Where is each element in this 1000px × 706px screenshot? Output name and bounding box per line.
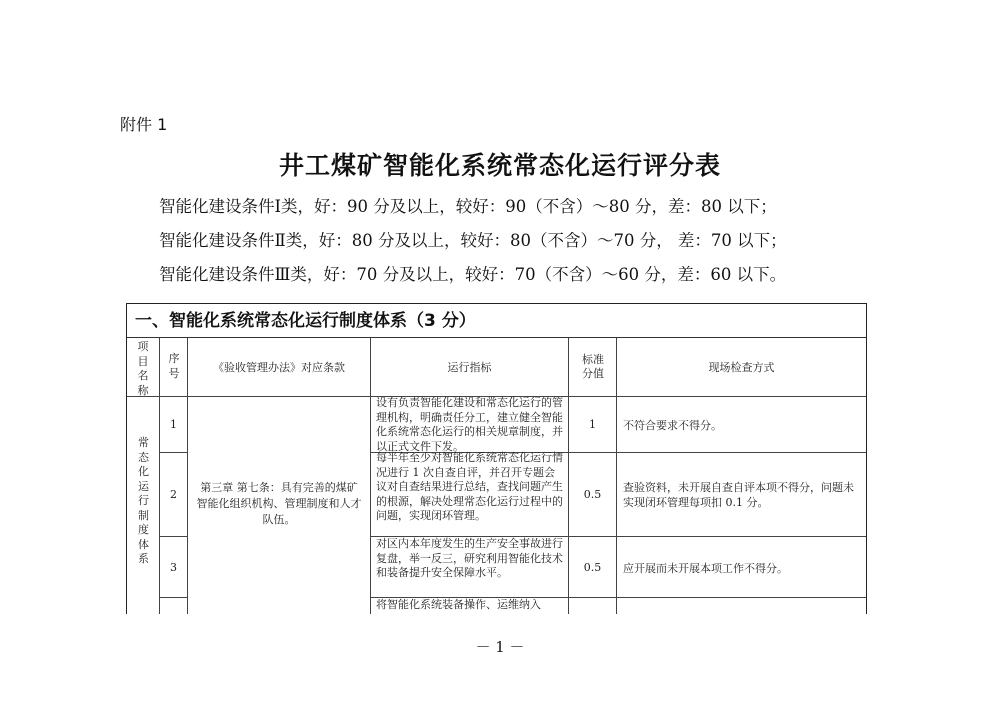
condition-line-1: 智能化建设条件Ⅰ类，好：90 分及以上，较好：90（不含）～80 分，差：80 以下；: [159, 197, 777, 216]
row-1-indicator: 设有负责智能化建设和常态化运行的管理机构，明确责任分工，建立健全智能化系统常态化运行的相关规章制度，并以正式文件下发。: [376, 396, 563, 453]
row-2-method: 查验资料，未开展自查自评本项不得分，问题未实现闭环管理每项扣 0.1 分。: [623, 481, 854, 509]
row-1-seq: 1: [170, 418, 177, 431]
row-3-score: 0.5: [583, 560, 602, 574]
row-2-seq: 2: [170, 488, 177, 501]
item-name-cell: 常态化运行制度体系: [138, 436, 149, 565]
header-score: 标准分值: [582, 353, 604, 380]
header-seq: 序号: [168, 352, 180, 380]
row-2-score: 0.5: [583, 488, 602, 501]
document-title: 井工煤矿智能化系统常态化运行评分表: [278, 151, 721, 180]
header-clause: 《验收管理办法》对应条款: [213, 361, 345, 374]
clause-cell: 第三章 第七条：具有完善的煤矿智能化组织机构、管理制度和人才队伍。: [196, 481, 362, 526]
row-3-indicator: 对区内本年度发生的生产安全事故进行复盘，举一反三，研究利用智能化技术和装备提升安全保障水平。: [376, 537, 563, 579]
header-method: 现场检查方式: [708, 361, 775, 374]
row-1-method: 不符合要求不得分。: [623, 419, 722, 432]
row-3-method: 应开展而未开展本项工作不得分。: [623, 562, 788, 575]
score-table: [126, 303, 867, 614]
section-heading: 一、智能化系统常态化运行制度体系（3 分）: [127, 304, 866, 338]
header-item-name: 项目名称: [137, 340, 149, 397]
row-1-score: 1: [589, 418, 596, 431]
page-number: － 1 －: [475, 638, 525, 656]
attachment-label: 附件 1: [120, 115, 168, 134]
row-4-indicator: 将智能化系统装备操作、运维纳入: [376, 598, 541, 611]
condition-line-3: 智能化建设条件Ⅲ类，好：70 分及以上，较好：70（不含）～60 分，差：60 以下。: [159, 265, 787, 284]
row-2-indicator: 每半年至少对智能化系统常态化运行情况进行 1 次自查自评，并召开专题会议对自查结果进行总结，查找问题产生的根源，解决处理常态化运行过程中的问题，实现闭环管理。: [376, 451, 563, 522]
condition-line-2: 智能化建设条件Ⅱ类，好：80 分及以上，较好：80（不含）～70 分， 差：70 以下；: [159, 231, 787, 250]
row-3-seq: 3: [170, 560, 177, 574]
header-indicator: 运行指标: [447, 361, 492, 374]
